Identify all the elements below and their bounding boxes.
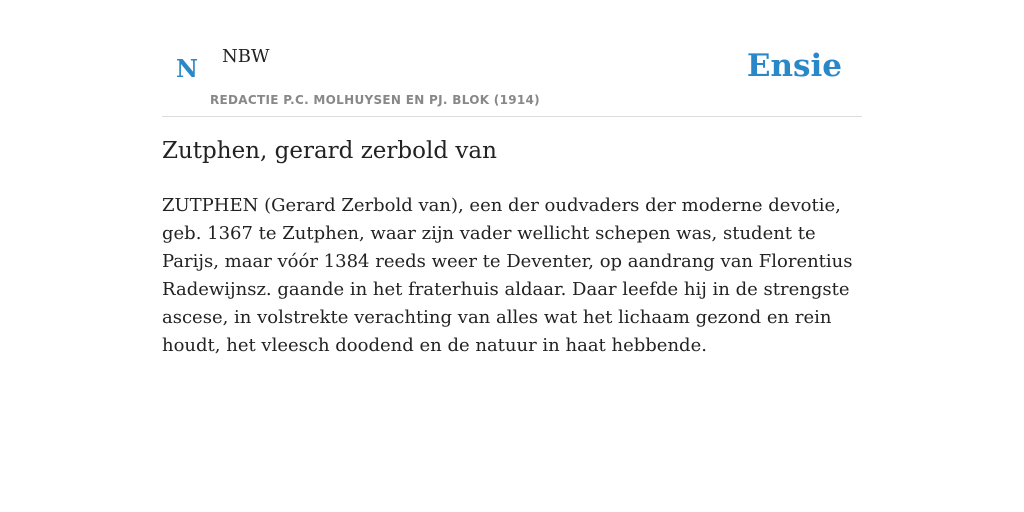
source-logo[interactable]: N xyxy=(176,54,198,83)
header xyxy=(162,0,862,117)
source-title[interactable]: NBW xyxy=(222,46,270,67)
entry-body: ZUTPHEN (Gerard Zerbold van), een der oudvaders der moderne devotie, geb. 1367 te Zutphen, waar zijn vader wellicht schepen was, student te Parijs, maar vóór 1384 reeds weer te Deventer, op aandrang van Florentius Radewijnsz. gaande in het fraterhuis aldaar. Daar leefde hij in de strengste ascese, in volstrekte verachting van alles wat het lichaam gezond en rein houdt, het vleesch doodend en de natuur in haat hebbende. xyxy=(162,195,853,356)
brand-logo[interactable]: Ensie xyxy=(746,48,842,84)
source-editors: REDACTIE P.C. MOLHUYSEN EN PJ. BLOK (1914) xyxy=(210,93,540,107)
entry-title: Zutphen, gerard zerbold van xyxy=(162,138,497,164)
